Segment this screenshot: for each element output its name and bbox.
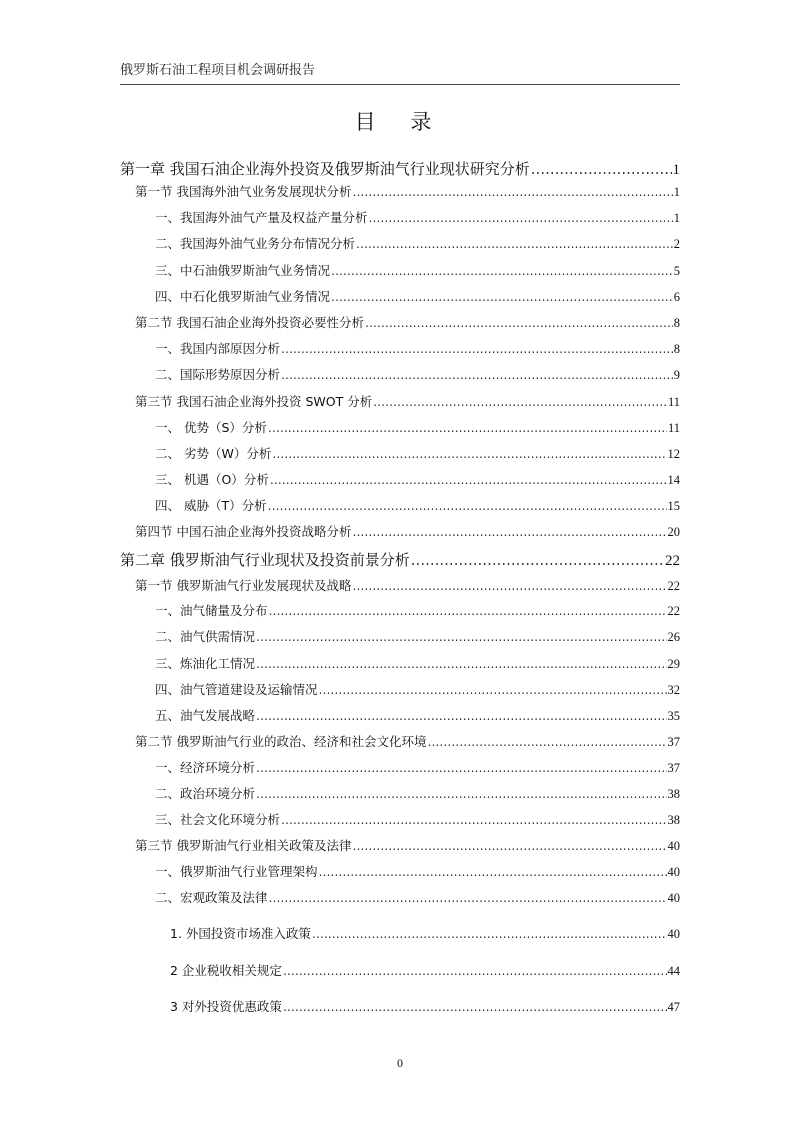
toc-entry-title: 二、国际形势原因分析 xyxy=(155,367,281,382)
toc-entry-item[interactable] xyxy=(155,758,680,776)
dot-leader xyxy=(373,394,667,409)
dot-leader xyxy=(319,682,667,697)
toc-entry-page: 22 xyxy=(667,579,680,593)
dot-leader xyxy=(411,551,664,569)
toc-entry-title: 二、 劣势（W）分析 xyxy=(155,446,272,461)
toc-entry-page: 40 xyxy=(667,839,680,853)
toc-entry-title: 第二章 俄罗斯油气行业现状及投资前景分析 xyxy=(120,551,410,569)
toc-entry-page: 40 xyxy=(667,891,680,905)
toc-entry-item[interactable] xyxy=(155,261,680,279)
toc-entry-title: 四、中石化俄罗斯油气业务情况 xyxy=(155,289,331,304)
toc-entry-item[interactable] xyxy=(155,234,680,252)
toc-entry-title: 一、我国内部原因分析 xyxy=(155,341,281,356)
dot-leader xyxy=(281,341,673,356)
toc-entry-title: 四、 威胁（T）分析 xyxy=(155,498,267,513)
toc-entry-page: 11 xyxy=(667,395,680,409)
toc-entry-section[interactable] xyxy=(135,836,680,854)
toc-entry-page: 2 xyxy=(673,237,680,251)
toc-entry-title: 三、炼油化工情况 xyxy=(155,656,256,671)
toc-entry-title: 第一章 我国石油企业海外投资及俄罗斯油气行业现状研究分析 xyxy=(120,160,530,178)
toc-entry-item[interactable] xyxy=(155,208,680,226)
toc-entry-item[interactable] xyxy=(155,810,680,828)
toc-entry-title: 第三节 我国石油企业海外投资 SWOT 分析 xyxy=(135,394,373,409)
toc-entry-title: 第二节 我国石油企业海外投资必要性分析 xyxy=(135,315,364,330)
dot-leader xyxy=(312,926,667,941)
toc-entry-page: 20 xyxy=(667,525,680,539)
dot-leader xyxy=(331,289,673,304)
toc-entry-item[interactable] xyxy=(155,706,680,724)
dot-leader xyxy=(283,999,667,1014)
toc-entry-title: 第三节 俄罗斯油气行业相关政策及法律 xyxy=(135,838,352,853)
toc-entry-page: 22 xyxy=(667,604,680,618)
toc-entry-title: 第四节 中国石油企业海外投资战略分析 xyxy=(135,524,352,539)
toc-entry-page: 40 xyxy=(667,865,680,879)
dot-leader xyxy=(352,184,672,199)
toc-entry-page: 15 xyxy=(667,499,680,513)
toc-entry-item[interactable] xyxy=(155,339,680,357)
toc-entry-title: 第一节 俄罗斯油气行业发展现状及战略 xyxy=(135,578,352,593)
toc-entry-item[interactable] xyxy=(155,888,680,906)
dot-leader xyxy=(331,263,673,278)
toc-entry-title: 二、政治环境分析 xyxy=(155,786,256,801)
toc-entry-page: 37 xyxy=(667,761,680,775)
toc-entry-title: 第二节 俄罗斯油气行业的政治、经济和社会文化环境 xyxy=(135,734,427,749)
toc-entry-item[interactable] xyxy=(155,627,680,645)
toc-entry-title: 3 对外投资优惠政策 xyxy=(170,999,282,1014)
toc-entry-section[interactable] xyxy=(135,313,680,331)
dot-leader xyxy=(272,446,666,461)
dot-leader xyxy=(281,367,673,382)
toc-entry-item[interactable] xyxy=(155,287,680,305)
dot-leader xyxy=(256,656,666,671)
toc-entry-title: 二、油气供需情况 xyxy=(155,629,256,644)
toc-entry-title: 一、经济环境分析 xyxy=(155,760,256,775)
toc-entry-title: 2 企业税收相关规定 xyxy=(170,963,282,978)
toc-entry-page: 1 xyxy=(672,162,680,178)
toc-entry-page: 38 xyxy=(667,813,680,827)
running-header: 俄罗斯石油工程项目机会调研报告 xyxy=(120,58,680,85)
toc-entry-page: 26 xyxy=(667,630,680,644)
dot-leader xyxy=(269,890,667,905)
toc-entry-page: 12 xyxy=(667,447,680,461)
toc-entry-page: 40 xyxy=(667,927,680,941)
toc-entry-sub[interactable] xyxy=(170,924,680,942)
toc-entry-title: 一、我国海外油气产量及权益产量分析 xyxy=(155,210,368,225)
toc-entry-title: 第一节 我国海外油气业务发展现状分析 xyxy=(135,184,352,199)
toc-entry-title: 一、 优势（S）分析 xyxy=(155,420,267,435)
toc-entry-title: 四、油气管道建设及运输情况 xyxy=(155,682,318,697)
toc-entry-page: 37 xyxy=(667,735,680,749)
toc-entry-page: 1 xyxy=(673,211,680,225)
dot-leader xyxy=(352,838,666,853)
toc-entry-chapter[interactable] xyxy=(120,158,680,179)
dot-leader xyxy=(256,629,666,644)
dot-leader xyxy=(427,734,666,749)
dot-leader xyxy=(256,786,666,801)
dot-leader xyxy=(256,708,666,723)
toc-entry-title: 五、油气发展战略 xyxy=(155,708,256,723)
dot-leader xyxy=(352,578,666,593)
dot-leader xyxy=(268,498,667,513)
toc-entry-page: 8 xyxy=(673,342,680,356)
toc-entry-section[interactable] xyxy=(135,732,680,750)
toc-entry-item[interactable] xyxy=(155,444,680,462)
toc-entry-page: 44 xyxy=(667,964,680,978)
toc-entry-page: 1 xyxy=(673,185,680,199)
toc-entry-item[interactable] xyxy=(155,365,680,383)
toc-entry-item[interactable] xyxy=(155,470,680,488)
dot-leader xyxy=(281,812,666,827)
toc-entry-chapter[interactable] xyxy=(120,549,680,570)
toc-entry-title: 二、宏观政策及法律 xyxy=(155,890,268,905)
dot-leader xyxy=(369,210,673,225)
toc-entry-page: 47 xyxy=(667,1000,680,1014)
toc-entry-page: 29 xyxy=(667,657,680,671)
dot-leader xyxy=(269,603,667,618)
toc-entry-section[interactable] xyxy=(135,392,680,410)
toc-entry-sub[interactable] xyxy=(170,961,680,979)
toc-entry-section[interactable] xyxy=(135,576,680,594)
toc-entry-page: 11 xyxy=(667,421,680,435)
toc-entry-sub[interactable] xyxy=(170,997,680,1015)
dot-leader xyxy=(352,524,666,539)
toc-entry-title: 1. 外国投资市场准入政策 xyxy=(170,926,311,941)
toc-entry-page: 5 xyxy=(673,264,680,278)
toc-entry-title: 一、俄罗斯油气行业管理架构 xyxy=(155,864,318,879)
dot-leader xyxy=(531,160,672,178)
toc-entry-item[interactable] xyxy=(155,418,680,436)
toc-entry-page: 38 xyxy=(667,787,680,801)
toc-entry-item[interactable] xyxy=(155,680,680,698)
toc-title: 目 录 xyxy=(354,110,446,134)
dot-leader xyxy=(270,472,667,487)
toc-entry-section[interactable] xyxy=(135,522,680,540)
toc-entry-page: 8 xyxy=(673,316,680,330)
dot-leader xyxy=(365,315,673,330)
toc-entry-page: 14 xyxy=(667,473,680,487)
dot-leader xyxy=(319,864,667,879)
page-number: 0 xyxy=(397,1056,403,1070)
toc-entry-title: 三、 机遇（O）分析 xyxy=(155,472,269,487)
dot-leader xyxy=(268,420,667,435)
toc-entry-item[interactable] xyxy=(155,601,680,619)
toc-entry-item[interactable] xyxy=(155,654,680,672)
toc-entry-page: 35 xyxy=(667,709,680,723)
toc-entry-page: 6 xyxy=(673,290,680,304)
dot-leader xyxy=(356,236,673,251)
toc-entry-title: 二、我国海外油气业务分布情况分析 xyxy=(155,236,356,251)
dot-leader xyxy=(256,760,666,775)
toc-entry-page: 32 xyxy=(667,683,680,697)
toc-entry-section[interactable] xyxy=(135,182,680,200)
toc-entry-page: 22 xyxy=(665,553,680,569)
toc-entry-page: 9 xyxy=(673,368,680,382)
toc-entry-title: 一、油气储量及分布 xyxy=(155,603,268,618)
toc-entry-item[interactable] xyxy=(155,784,680,802)
toc-entry-title: 三、社会文化环境分析 xyxy=(155,812,281,827)
toc-entry-item[interactable] xyxy=(155,496,680,514)
toc-entry-title: 三、中石油俄罗斯油气业务情况 xyxy=(155,263,331,278)
toc-entry-item[interactable] xyxy=(155,862,680,880)
dot-leader xyxy=(283,963,667,978)
